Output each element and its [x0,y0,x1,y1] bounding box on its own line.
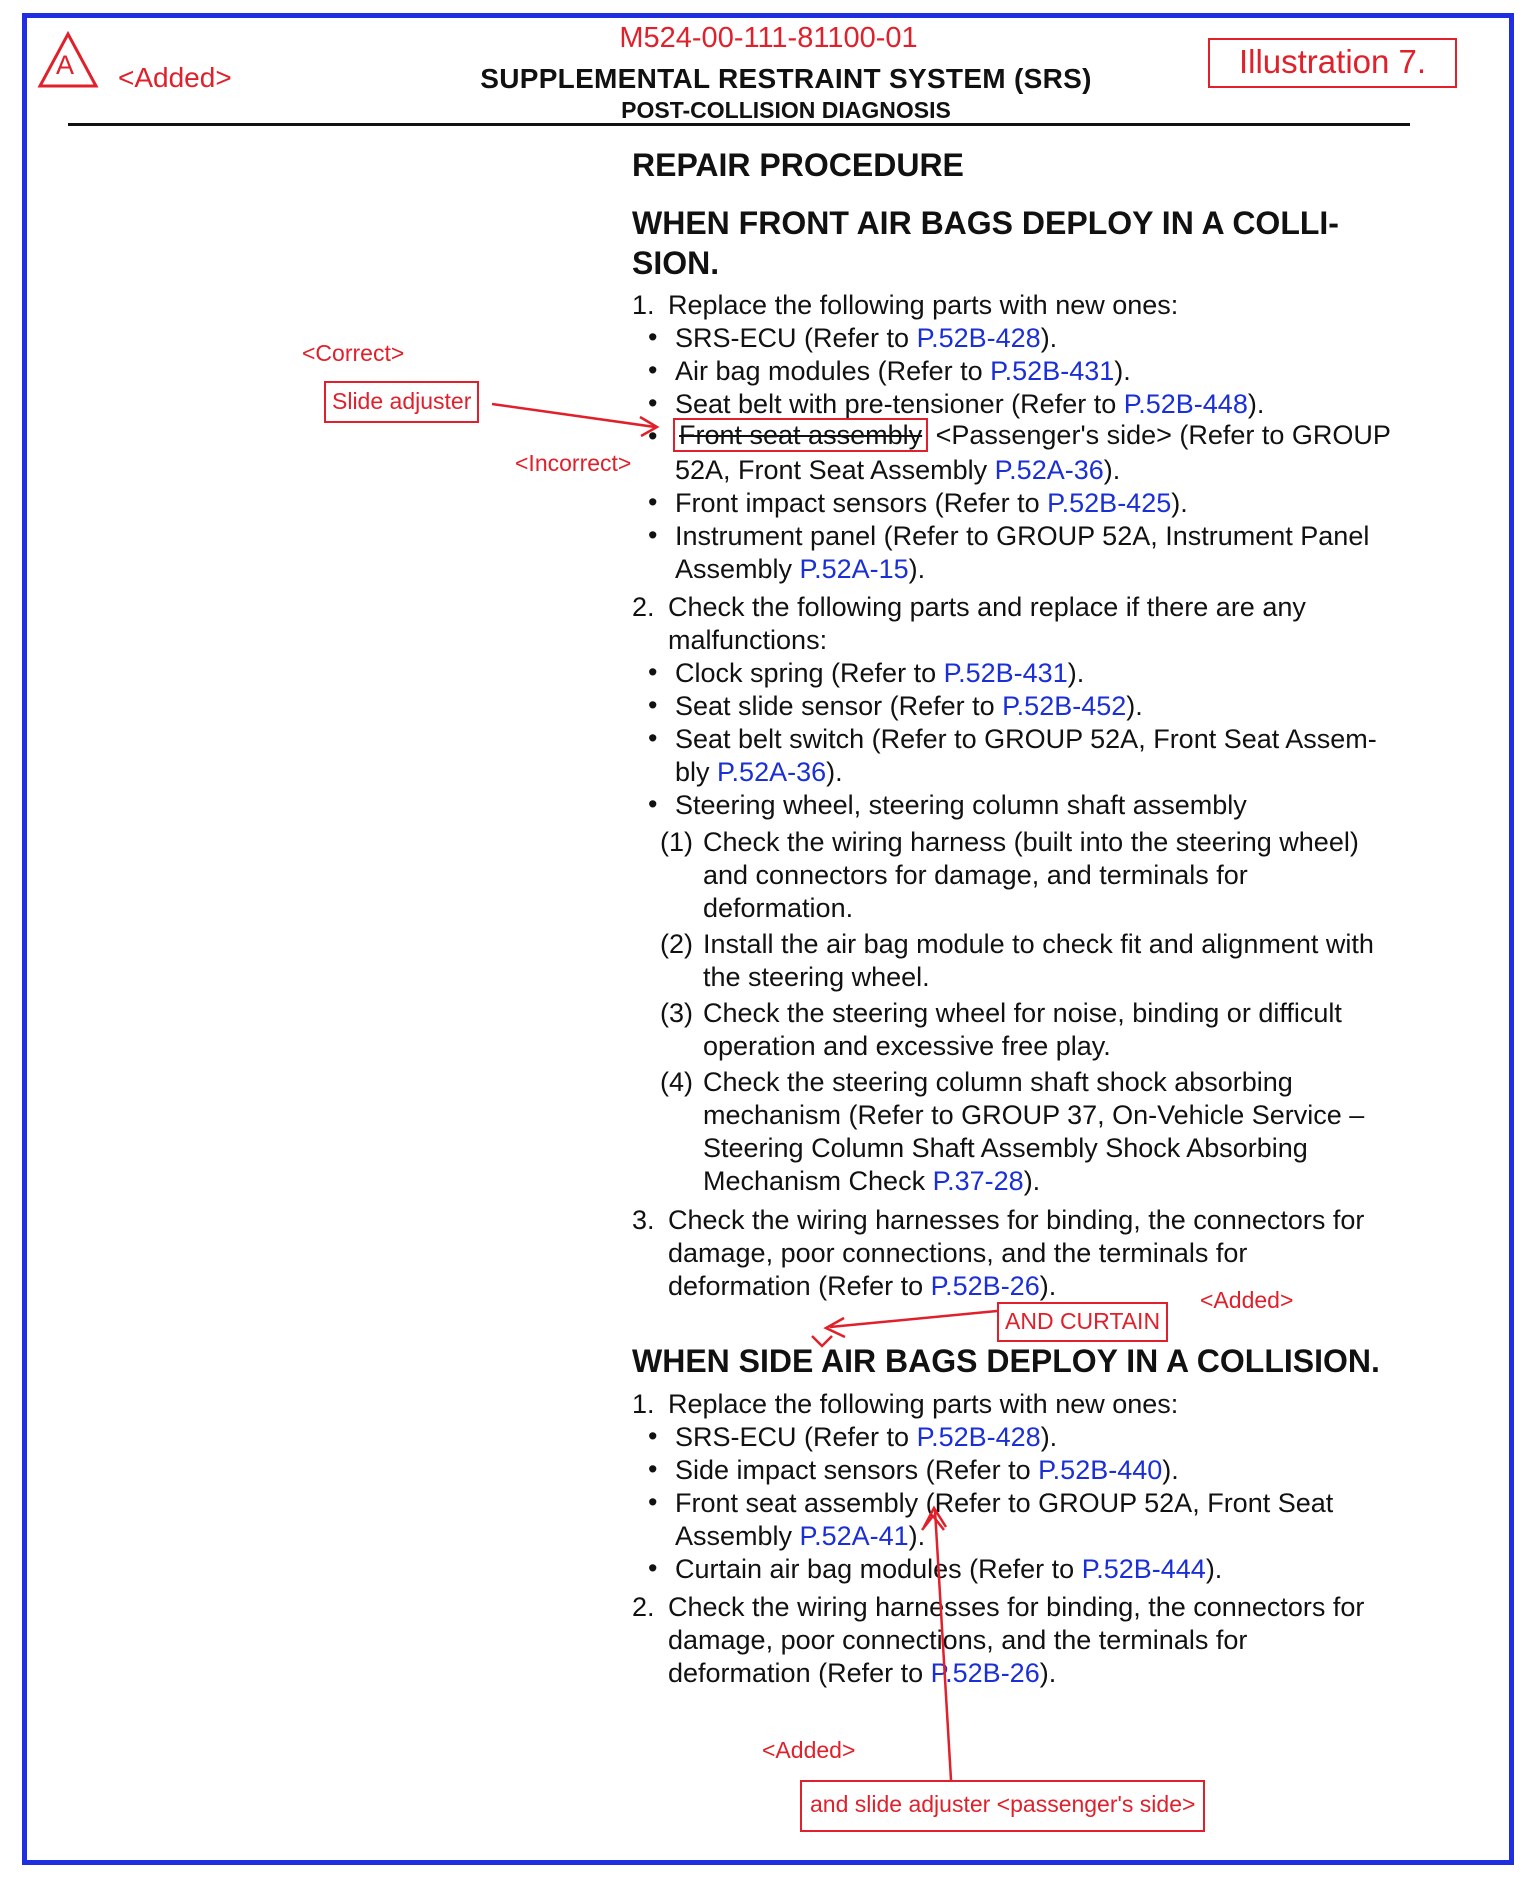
side-step1-num: 1. [632,1389,655,1419]
sub-step3-line1: Check the steering wheel for noise, binding or difficult [703,998,1342,1028]
front-step3-line1: Check the wiring harnesses for binding, the connectors for [668,1205,1365,1235]
ref-link[interactable]: P.52B-444 [1081,1554,1206,1584]
ref-link[interactable]: P.52A-36 [994,455,1104,485]
front-heading-line2: SION. [632,245,720,281]
sub-step1-line2: and connectors for damage, and terminals for [703,860,1248,890]
side-item-front-seat-assembly-line2: Assembly P.52A-41). [675,1521,926,1551]
ref-link[interactable]: P.52B-26 [930,1271,1040,1301]
front-step1-num: 1. [632,290,655,320]
front-step2-line2: malfunctions: [668,625,828,655]
sub-step-num: (2) [660,929,693,959]
side-item-front-seat-assembly: Front seat assembly (Refer to GROUP 52A, Front Seat [675,1488,1334,1518]
sub-step-num: (1) [660,827,693,857]
front-step2-line1: Check the following parts and replace if there are any [668,592,1306,622]
sub-step3-line2: operation and excessive free play. [703,1031,1111,1061]
header-rule [68,123,1410,126]
sub-step-num: (4) [660,1067,693,1097]
sub-step2-line2: the steering wheel. [703,962,930,992]
bullet: • [648,487,658,517]
annotation-added-bottom: <Added> [762,1737,856,1763]
ref-link[interactable]: P.52A-15 [799,554,909,584]
bullet: • [648,421,658,451]
ref-link[interactable]: P.52A-41 [799,1521,909,1551]
bullet: • [648,1454,658,1484]
front-item-front-seat-assembly-line2: 52A, Front Seat Assembly P.52A-36). [675,455,1121,485]
bullet: • [648,520,658,550]
front-step2-num: 2. [632,592,655,622]
sub-step4-line2: mechanism (Refer to GROUP 37, On-Vehicle Service – [703,1100,1365,1130]
side-item-srs-ecu: SRS-ECU (Refer to P.52B-428). [675,1422,1058,1452]
ref-link[interactable]: P.52B-425 [1047,488,1172,518]
front-check-clock-spring: Clock spring (Refer to P.52B-431). [675,658,1085,688]
revision-note: <Added> [118,62,232,93]
front-heading-line1: WHEN FRONT AIR BAGS DEPLOY IN A COLLI- [632,205,1339,241]
bullet: • [648,322,658,352]
bullet: • [648,789,658,819]
sub-step4-line4: Mechanism Check P.37-28). [703,1166,1041,1196]
bullet: • [648,1553,658,1583]
sub-step2-line1: Install the air bag module to check fit and alignment with [703,929,1374,959]
side-step2-line1: Check the wiring harnesses for binding, the connectors for [668,1592,1365,1622]
ref-link[interactable]: P.52B-26 [930,1658,1040,1688]
annotation-slide-adjuster-box: Slide adjuster [324,381,479,423]
front-item-front-seat-assembly: Front seat assembly <Passenger's side> (Refer to GROUP [673,419,1391,452]
bullet: • [648,723,658,753]
front-check-seat-slide-sensor: Seat slide sensor (Refer to P.52B-452). [675,691,1143,721]
front-item-seat-belt-pretensioner: Seat belt with pre-tensioner (Refer to P.52B-448). [675,389,1265,419]
ref-link[interactable]: P.52B-431 [943,658,1068,688]
ref-link[interactable]: P.52B-448 [1123,389,1248,419]
bullet: • [648,355,658,385]
front-item-front-impact-sensors: Front impact sensors (Refer to P.52B-425). [675,488,1188,518]
sub-step1-line3: deformation. [703,893,854,923]
sub-step4-line3: Steering Column Shaft Assembly Shock Absorbing [703,1133,1308,1163]
front-check-seat-belt-switch: Seat belt switch (Refer to GROUP 52A, Front Seat Assem- [675,724,1377,754]
ref-link[interactable]: P.52B-452 [1002,691,1127,721]
annotation-added-curtain: <Added> [1200,1287,1294,1313]
bullet: • [648,690,658,720]
front-step1-text: Replace the following parts with new ones: [668,290,1179,320]
doc-title: SUPPLEMENTAL RESTRAINT SYSTEM (SRS) [480,63,1092,94]
doc-subtitle: POST-COLLISION DIAGNOSIS [621,97,951,123]
ref-link[interactable]: P.52B-428 [916,1422,1041,1452]
ref-link[interactable]: P.52B-428 [916,323,1041,353]
bullet: • [648,657,658,687]
front-step3-line3: deformation (Refer to P.52B-26). [668,1271,1057,1301]
bullet: • [648,388,658,418]
annotation-and-curtain-box: AND CURTAIN [997,1302,1168,1342]
sub-step1-line1: Check the wiring harness (built into the steering wheel) [703,827,1359,857]
revision-mark: A [56,50,75,80]
side-item-side-impact-sensors: Side impact sensors (Refer to P.52B-440). [675,1455,1179,1485]
front-item-air-bag-modules: Air bag modules (Refer to P.52B-431). [675,356,1131,386]
front-check-steering-wheel: Steering wheel, steering column shaft assembly [675,790,1247,820]
side-step2-line2: damage, poor connections, and the terminals for [668,1625,1248,1655]
front-check-seat-belt-switch-line2: bly P.52A-36). [675,757,843,787]
sub-step4-line1: Check the steering column shaft shock absorbing [703,1067,1293,1097]
doc-code: M524-00-111-81100-01 [619,22,918,54]
annotation-incorrect: <Incorrect> [515,450,632,476]
side-step2-num: 2. [632,1592,655,1622]
struck-text-box: Front seat assembly [673,418,928,452]
ref-link[interactable]: P.37-28 [932,1166,1024,1196]
sub-step-num: (3) [660,998,693,1028]
front-item-instrument-panel: Instrument panel (Refer to GROUP 52A, Instrument Panel [675,521,1370,551]
ref-link[interactable]: P.52B-431 [990,356,1115,386]
bullet: • [648,1421,658,1451]
annotation-slide-adjuster-passenger-box: and slide adjuster <passenger's side> [800,1780,1205,1832]
side-step2-line3: deformation (Refer to P.52B-26). [668,1658,1057,1688]
ref-link[interactable]: P.52A-36 [717,757,827,787]
front-step3-line2: damage, poor connections, and the terminals for [668,1238,1248,1268]
front-item-srs-ecu: SRS-ECU (Refer to P.52B-428). [675,323,1058,353]
front-item-instrument-panel-line2: Assembly P.52A-15). [675,554,926,584]
ref-link[interactable]: P.52B-440 [1038,1455,1163,1485]
bullet: • [648,1487,658,1517]
annotation-correct: <Correct> [302,340,405,366]
front-step3-num: 3. [632,1205,655,1235]
side-step1-text: Replace the following parts with new ones: [668,1389,1179,1419]
section-title: REPAIR PROCEDURE [632,147,964,183]
side-item-curtain-air-bag: Curtain air bag modules (Refer to P.52B-444). [675,1554,1223,1584]
side-heading: WHEN SIDE AIR BAGS DEPLOY IN A COLLISION. [632,1343,1380,1379]
illustration-label: Illustration 7. [1208,38,1457,88]
